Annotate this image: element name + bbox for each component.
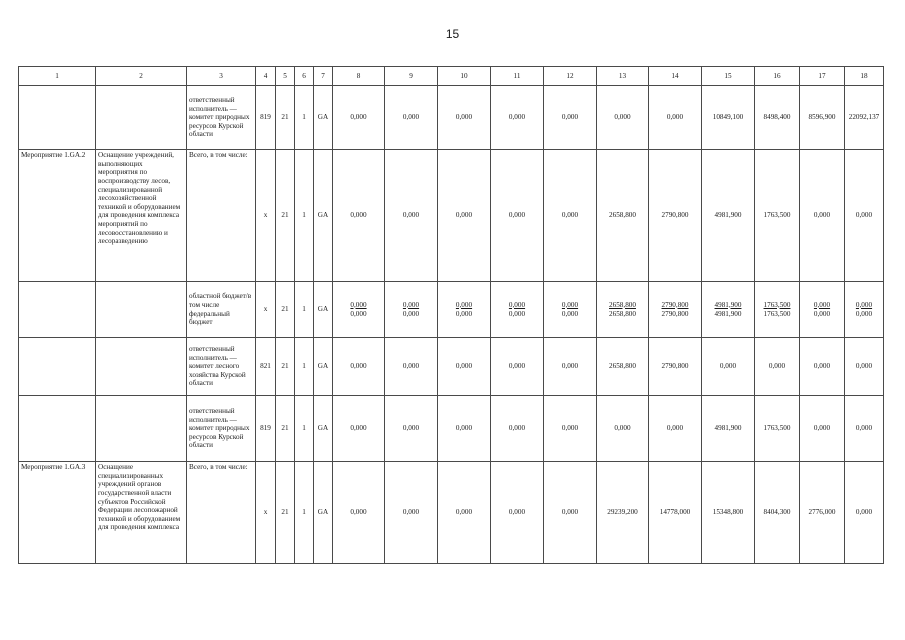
executor-cell: ответственный исполнитель — комитет природных ресурсов Курской области — [187, 396, 256, 462]
code-cell: 21 — [276, 282, 295, 338]
value-cell: 0,000 — [544, 150, 597, 282]
value-cell: 22092,137 — [845, 86, 884, 150]
activity-description-cell — [96, 86, 187, 150]
table-row — [19, 150, 884, 282]
value-cell: 0,000 — [544, 462, 597, 564]
value-cell: 0,000 — [845, 462, 884, 564]
value-federal: 0,000 — [561, 309, 579, 318]
header-cell: 11 — [491, 67, 544, 86]
value-cell: 0,000 — [333, 396, 385, 462]
activity-name-cell — [19, 396, 96, 462]
value-total: 0,000 — [508, 300, 526, 309]
header-cell: 4 — [256, 67, 276, 86]
value-cell: 2790,800 — [649, 150, 702, 282]
code-cell: GA — [314, 338, 333, 396]
header-cell: 7 — [314, 67, 333, 86]
value-federal: 4981,900 — [714, 309, 742, 318]
header-cell: 2 — [96, 67, 187, 86]
value-cell: 10849,100 — [702, 86, 755, 150]
executor-cell: ответственный исполнитель — комитет природных ресурсов Курской области — [187, 86, 256, 150]
executor-cell: ответственный исполнитель — комитет лесного хозяйства Курской области — [187, 338, 256, 396]
value-cell: 0,000 — [438, 150, 491, 282]
value-cell: 0,000 — [491, 396, 544, 462]
value-total: 4981,900 — [714, 300, 742, 309]
code-cell: 1 — [295, 150, 314, 282]
header-cell: 18 — [845, 67, 884, 86]
value-cell: 0,000 — [333, 86, 385, 150]
value-cell: 2658,800 — [597, 150, 649, 282]
header-cell: 14 — [649, 67, 702, 86]
value-cell: 0,000 — [649, 86, 702, 150]
code-cell: x — [256, 150, 276, 282]
value-federal: 0,000 — [350, 309, 367, 318]
activity-name-cell — [19, 86, 96, 150]
value-cell: 0,000 — [845, 338, 884, 396]
value-cell: 0,000 — [702, 338, 755, 396]
value-cell: 0,000 — [597, 86, 649, 150]
code-cell: x — [256, 462, 276, 564]
value-cell: 0,000 — [544, 396, 597, 462]
header-cell: 12 — [544, 67, 597, 86]
code-cell: 1 — [295, 86, 314, 150]
value-cell — [845, 282, 884, 338]
table-row — [19, 86, 884, 150]
table-row — [19, 282, 884, 338]
value-cell: 0,000 — [544, 86, 597, 150]
code-cell: 1 — [295, 396, 314, 462]
value-cell: 8498,400 — [755, 86, 800, 150]
header-cell: 13 — [597, 67, 649, 86]
header-cell: 5 — [276, 67, 295, 86]
value-federal: 0,000 — [508, 309, 526, 318]
code-cell: 819 — [256, 396, 276, 462]
value-cell: 8404,300 — [755, 462, 800, 564]
value-federal: 2658,800 — [609, 309, 636, 318]
value-cell: 0,000 — [597, 396, 649, 462]
code-cell: 821 — [256, 338, 276, 396]
value-cell: 0,000 — [800, 396, 845, 462]
value-cell: 0,000 — [800, 338, 845, 396]
executor-cell: областной бюджет/в том числе федеральный бюджет — [187, 282, 256, 338]
value-cell — [385, 282, 438, 338]
value-cell: 0,000 — [438, 86, 491, 150]
value-cell: 1763,500 — [755, 150, 800, 282]
code-cell: 1 — [295, 282, 314, 338]
value-federal: 1763,500 — [763, 309, 791, 318]
value-cell — [438, 282, 491, 338]
code-cell: GA — [314, 462, 333, 564]
code-cell: GA — [314, 86, 333, 150]
value-cell: 2658,800 — [597, 338, 649, 396]
value-cell: 0,000 — [333, 338, 385, 396]
value-cell: 2776,000 — [800, 462, 845, 564]
code-cell: 21 — [276, 462, 295, 564]
activity-description-cell — [96, 282, 187, 338]
budget-table — [18, 66, 884, 564]
value-total: 2790,800 — [661, 300, 689, 309]
value-cell: 1763,500 — [755, 396, 800, 462]
activity-description-cell — [96, 338, 187, 396]
code-cell: x — [256, 282, 276, 338]
header-cell: 10 — [438, 67, 491, 86]
value-cell: 0,000 — [438, 338, 491, 396]
value-cell: 15348,800 — [702, 462, 755, 564]
header-cell: 17 — [800, 67, 845, 86]
header-cell: 8 — [333, 67, 385, 86]
activity-name-cell — [19, 338, 96, 396]
code-cell: GA — [314, 396, 333, 462]
table-row — [19, 462, 884, 564]
value-cell: 2790,800 — [649, 338, 702, 396]
value-cell: 14778,000 — [649, 462, 702, 564]
value-total: 0,000 — [813, 300, 831, 309]
value-total: 0,000 — [350, 300, 367, 309]
activity-name-cell: Мероприятие 1.GA.3 — [19, 462, 96, 564]
code-cell: 1 — [295, 338, 314, 396]
code-cell: 21 — [276, 338, 295, 396]
header-cell: 6 — [295, 67, 314, 86]
code-cell: 21 — [276, 150, 295, 282]
code-cell: 21 — [276, 396, 295, 462]
value-cell: 0,000 — [491, 462, 544, 564]
value-federal: 2790,800 — [661, 309, 689, 318]
value-cell: 0,000 — [491, 338, 544, 396]
value-cell: 0,000 — [385, 150, 438, 282]
value-total: 0,000 — [455, 300, 473, 309]
header-row — [19, 67, 884, 86]
page-number: 15 — [445, 27, 460, 41]
value-cell — [333, 282, 385, 338]
value-cell: 0,000 — [333, 462, 385, 564]
value-cell — [597, 282, 649, 338]
value-cell — [544, 282, 597, 338]
activity-description-cell: Оснащение специализированных учреждений органов государственной власти субъектов Российской Федерации лесопожарной техникой и оборудованием для проведения комплекса — [96, 462, 187, 564]
value-total: 1763,500 — [763, 300, 791, 309]
value-cell: 4981,900 — [702, 396, 755, 462]
activity-description-cell: Оснащение учреждений, выполняющих мероприятия по воспроизводству лесов, специализированной лесохозяйственной техникой и оборудованием для проведения комплекса мероприятий по лесовосстановлению и лесоразведению — [96, 150, 187, 282]
value-cell: 0,000 — [755, 338, 800, 396]
code-cell: 21 — [276, 86, 295, 150]
value-total: 0,000 — [402, 300, 420, 309]
code-cell: GA — [314, 282, 333, 338]
value-cell: 0,000 — [438, 462, 491, 564]
value-total: 0,000 — [561, 300, 579, 309]
header-cell: 3 — [187, 67, 256, 86]
value-cell: 0,000 — [845, 150, 884, 282]
executor-cell: Всего, в том числе: — [187, 462, 256, 564]
value-cell: 8596,900 — [800, 86, 845, 150]
value-cell — [702, 282, 755, 338]
activity-name-cell — [19, 282, 96, 338]
value-cell: 0,000 — [438, 396, 491, 462]
value-cell — [755, 282, 800, 338]
value-cell — [649, 282, 702, 338]
value-cell: 0,000 — [800, 150, 845, 282]
code-cell: 819 — [256, 86, 276, 150]
value-federal: 0,000 — [455, 309, 473, 318]
table-row — [19, 338, 884, 396]
value-total: 2658,800 — [609, 300, 636, 309]
activity-description-cell — [96, 396, 187, 462]
value-federal: 0,000 — [402, 309, 420, 318]
code-cell: 1 — [295, 462, 314, 564]
header-cell: 9 — [385, 67, 438, 86]
value-cell: 0,000 — [491, 86, 544, 150]
activity-name-cell: Мероприятие 1.GA.2 — [19, 150, 96, 282]
value-cell: 0,000 — [385, 396, 438, 462]
value-cell: 0,000 — [385, 86, 438, 150]
code-cell: GA — [314, 150, 333, 282]
table-row — [19, 396, 884, 462]
value-cell: 0,000 — [491, 150, 544, 282]
executor-cell: Всего, в том числе: — [187, 150, 256, 282]
header-cell: 15 — [702, 67, 755, 86]
value-cell: 4981,900 — [702, 150, 755, 282]
value-cell: 0,000 — [649, 396, 702, 462]
value-total: 0,000 — [855, 300, 873, 309]
header-cell: 1 — [19, 67, 96, 86]
value-cell: 0,000 — [845, 396, 884, 462]
value-cell: 0,000 — [385, 462, 438, 564]
value-cell — [800, 282, 845, 338]
value-cell — [491, 282, 544, 338]
value-cell: 29239,200 — [597, 462, 649, 564]
value-cell: 0,000 — [333, 150, 385, 282]
value-cell: 0,000 — [385, 338, 438, 396]
value-cell: 0,000 — [544, 338, 597, 396]
value-federal: 0,000 — [855, 309, 873, 318]
value-federal: 0,000 — [813, 309, 831, 318]
header-cell: 16 — [755, 67, 800, 86]
